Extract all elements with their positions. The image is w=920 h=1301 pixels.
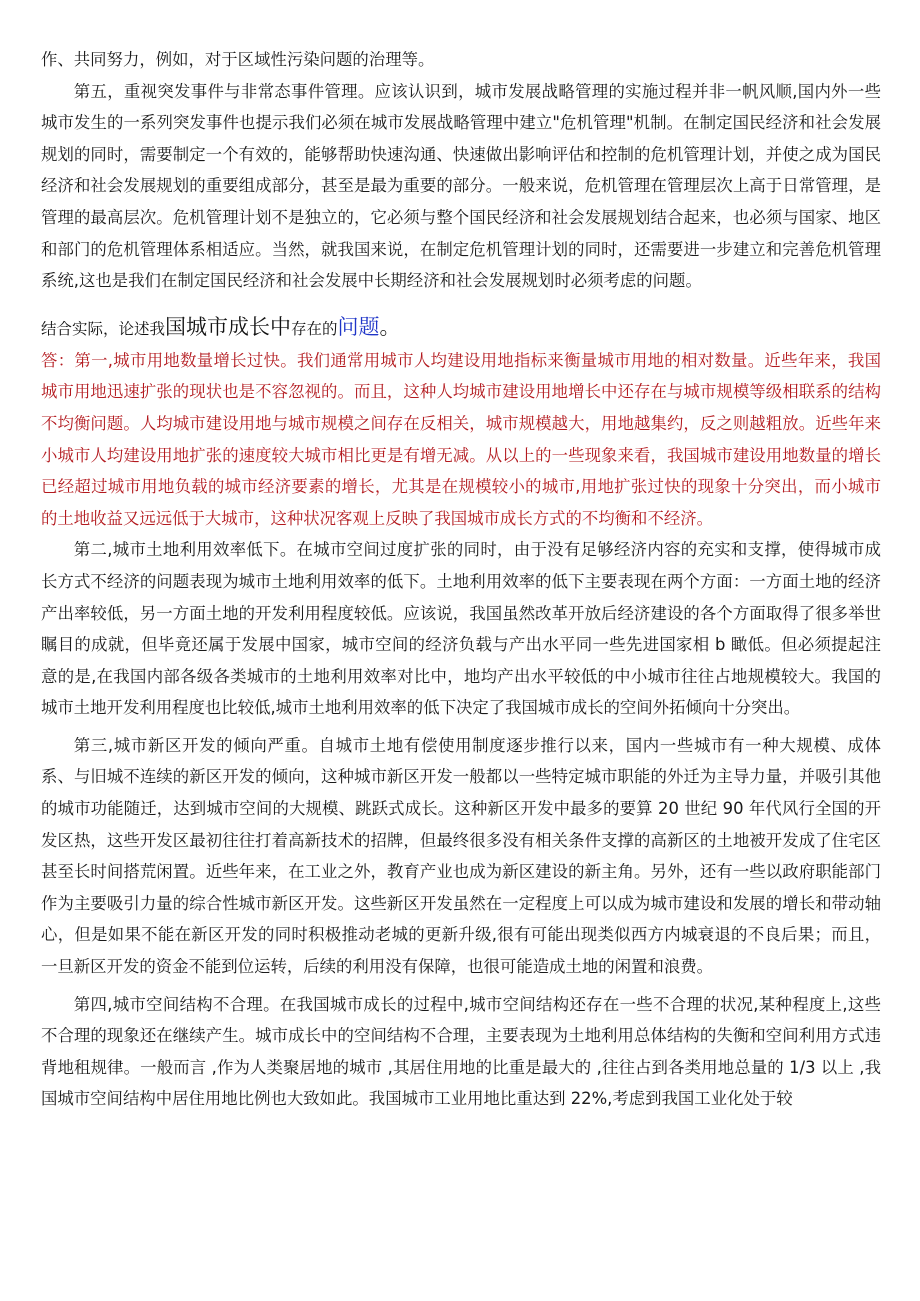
answer-paragraph-third: 第三,城市新区开发的倾向严重。自城市土地有偿使用制度逐步推行以来，国内一些城市有一种大规模、成体系、与旧城不连续的新区开发的倾向，这种城市新区开发一般都以一些特定城市职能的外迁为主导力量，并吸引其他的城市功能随迁，达到城市空间的大规模、跳跃式成长。这种新区开发中最多的要算 20 世纪 90 年代风行全国的开发区热，这些开发区最初往往打着高新技术的招牌，但最终很多没有相关条件支撑的高新区的土地被开发成了住宅区甚至长时间搭荒闲置。近些年来，在工业之外，教育产业也成为新区建设的新主角。另外，还有一些以政府职能部门作为主要吸引力量的综合性城市新区开发。这些新区开发虽然在一定程度上可以成为城市建设和发展的增长和带动轴心，但是如果不能在新区开发的同时积极推动老城的更新升级,很有可能出现类似西方内城衰退的不良后果；而且，一旦新区开发的资金不能到位运转，后续的利用没有保障，也很可能造成土地的闲置和浪费。 xyxy=(41,735,881,977)
paragraph-continuation: 作、共同努力，例如，对于区域性污染问题的治理等。 xyxy=(41,50,435,69)
question-text-part5: 。 xyxy=(379,314,401,339)
spacer xyxy=(41,297,881,311)
question-heading xyxy=(41,311,881,345)
paragraph-fifth-crisis-management: 第五，重视突发事件与非常态事件管理。应该认识到，城市发展战略管理的实施过程并非一帆风顺,国内外一些城市发生的一系列突发事件也提示我们必须在城市发展战略管理中建立"危机管理"机制。在制定国民经济和社会发展规划的同时，需要制定一个有效的，能够帮助快速沟通、快速做出影响评估和控制的危机管理计划，并使之成为国民经济和社会发展规划的重要组成部分，甚至是最为重要的部分。一般来说，危机管理在管理层次上高于日常管理，是管理的最高层次。危机管理计划不是独立的，它必须与整个国民经济和社会发展规划结合起来，也必须与国家、地区和部门的危机管理体系相适应。当然，就我国来说，在制定危机管理计划的同时，还需要进一步建立和完善危机管理系统,这也是我们在制定国民经济和社会发展中长期经济和社会发展规划时必须考虑的问题。 xyxy=(41,81,881,291)
answer-paragraph-second: 第二,城市土地利用效率低下。在城市空间过度扩张的同时，由于没有足够经济内容的充实和支撑，使得城市成长方式不经济的问题表现为城市土地利用效率的低下。土地利用效率的低下主要表现在两个方面：一方面土地的经济产出率较低，另一方面土地的开发利用程度较低。应该说，我国虽然改革开放后经济建设的各个方面取得了很多举世瞩目的成就，但毕竟还属于发展中国家，城市空间的经济负载与产出水平同一些先进国家相 b 瞰低。但必须提起注意的是,在我国内部各级各类城市的土地利用效率对比中，地均产出水平较低的中小城市往往占地规模较大。我国的城市土地开发利用程度也比较低,城市土地利用效率的低下决定了我国城市成长的空间外拓倾向十分突出。 xyxy=(41,540,881,718)
document-page xyxy=(41,44,881,1115)
question-text-part2: 国城市成长中 xyxy=(165,314,292,339)
question-text-part3: 存在的 xyxy=(291,319,338,338)
answer-paragraph-fourth: 第四,城市空间结构不合理。在我国城市成长的过程中,城市空间结构还存在一些不合理的状况,某种程度上,这些不合理的现象还在继续产生。城市成长中的空间结构不合理，主要表现为土地利用总体结构的失衡和空间利用方式违背地租规律。一般而言 ,作为人类聚居地的城市 ,其居住用地的比重是最大的 ,往往占到各类用地总量的 1/3 以上 ,我国城市空间结构中居住用地比例也大致如此。我国城市工业用地比重达到 22%,考虑到我国工业化处于较 xyxy=(41,994,881,1109)
answer-paragraph-first: 答：第一,城市用地数量增长过快。我们通常用城市人均建设用地指标来衡量城市用地的相对数量。近些年来，我国城市用地迅速扩张的现状也是不容忽视的。而且，这种人均城市建设用地增长中还存在与城市规模等级相联系的结构不均衡问题。人均城市建设用地与城市规模之间存在反相关，城市规模越大，用地越集约，反之则越粗放。近些年来小城市人均建设用地扩张的速度较大城市相比更是有增无减。从以上的一些现象来看，我国城市建设用地数量的增长已经超过城市用地负载的城市经济要素的增长，尤其是在规模较小的城市,用地扩张过快的现象十分突出，而小城市的土地收益又远远低于大城市，这种状况客观上反映了我国城市成长方式的不均衡和不经济。 xyxy=(41,350,881,528)
question-text-part4: 问题 xyxy=(337,314,380,339)
question-text-part1: 结合实际，论述我 xyxy=(41,319,166,338)
